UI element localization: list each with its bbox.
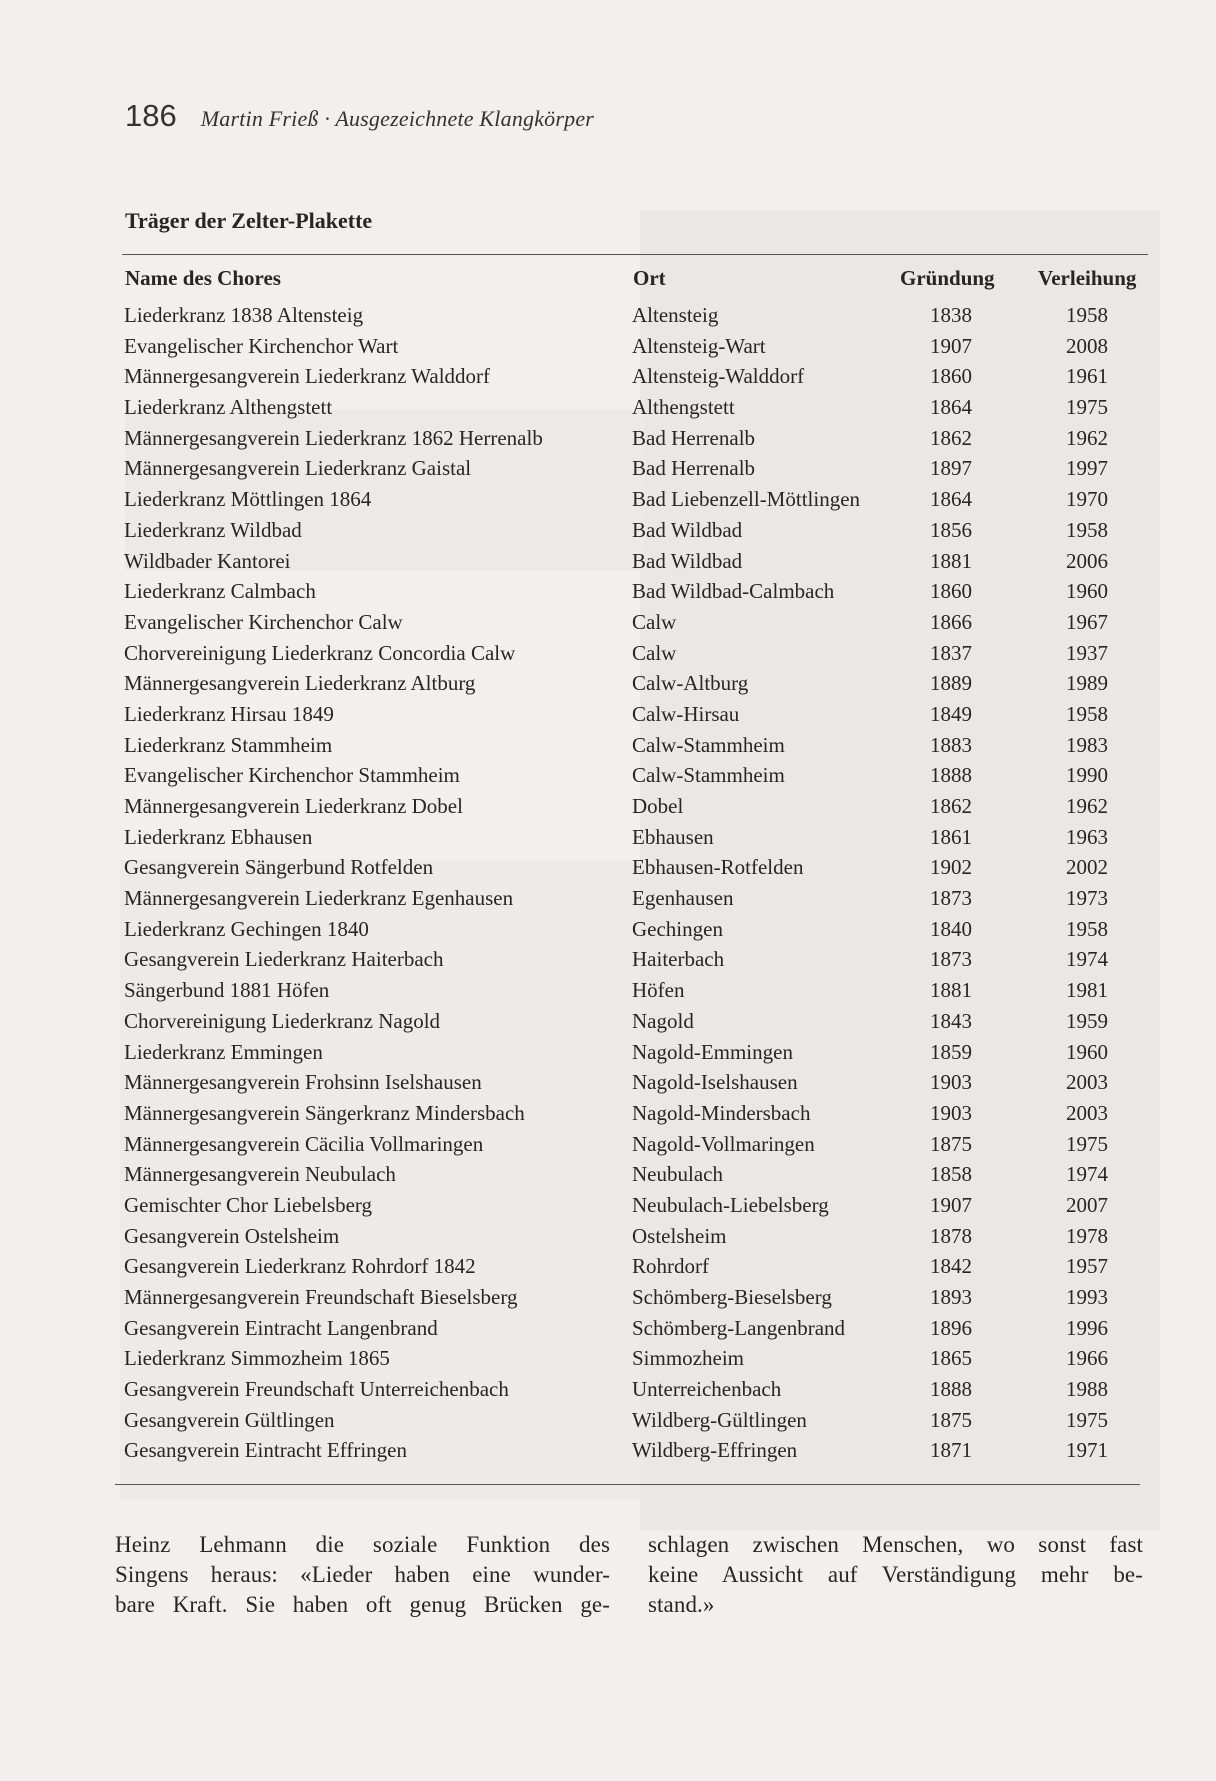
cell-ort: Bad Liebenzell-Möttlingen <box>632 487 861 512</box>
table-row <box>0 886 1216 917</box>
cell-ort: Althengstett <box>632 395 735 420</box>
column-header-gruendung: Gründung <box>900 266 995 290</box>
cell-choir-name: Männergesangverein Liederkranz Dobel <box>124 794 463 818</box>
table-row <box>0 1316 1216 1347</box>
cell-verleihung: 2006 <box>1066 548 1108 573</box>
cell-verleihung: 1960 <box>1066 579 1108 604</box>
table-row <box>0 641 1216 672</box>
cell-verleihung: 1975 <box>1066 395 1108 420</box>
table-row <box>0 1285 1216 1316</box>
cell-choir-name: Männergesangverein Sängerkranz Mindersbach <box>124 1100 525 1125</box>
page-number: 186 <box>125 98 177 133</box>
cell-ort: Nagold-Vollmaringen <box>632 1131 815 1156</box>
cell-ort: Schömberg-Langenbrand <box>632 1315 846 1340</box>
cell-ort: Wildberg-Effringen <box>632 1438 798 1463</box>
cell-verleihung: 1958 <box>1066 303 1108 327</box>
cell-gruendung: 1838 <box>930 303 972 327</box>
cell-gruendung: 1881 <box>930 978 972 1003</box>
table-row <box>0 487 1216 518</box>
table-row <box>0 1408 1216 1439</box>
cell-verleihung: 1993 <box>1066 1285 1108 1309</box>
body-line: Singens heraus: «Lieder haben eine wunder- <box>115 1562 610 1587</box>
cell-verleihung: 1962 <box>1066 794 1108 818</box>
table-row <box>0 456 1216 487</box>
cell-verleihung: 2003 <box>1066 1100 1108 1125</box>
table-row <box>0 978 1216 1009</box>
cell-gruendung: 1873 <box>930 947 972 972</box>
table-row <box>0 855 1216 886</box>
cell-ort: Egenhausen <box>632 886 734 911</box>
cell-choir-name: Liederkranz Althengstett <box>124 395 333 420</box>
cell-gruendung: 1849 <box>930 701 972 726</box>
cell-choir-name: Männergesangverein Liederkranz Walddorf <box>124 364 491 389</box>
cell-choir-name: Liederkranz Calmbach <box>124 579 316 604</box>
cell-gruendung: 1860 <box>930 364 972 389</box>
cell-choir-name: Liederkranz Gechingen 1840 <box>124 916 369 941</box>
cell-choir-name: Sängerbund 1881 Höfen <box>124 978 330 1003</box>
cell-choir-name: Männergesangverein Neubulach <box>124 1162 396 1187</box>
cell-choir-name: Männergesangverein Liederkranz Gaistal <box>124 456 472 481</box>
cell-ort: Bad Herrenalb <box>632 425 756 450</box>
cell-choir-name: Männergesangverein Freundschaft Bieselsberg <box>124 1285 518 1309</box>
cell-verleihung: 2007 <box>1066 1192 1108 1217</box>
table-row <box>0 1101 1216 1132</box>
cell-choir-name: Gesangverein Sängerbund Rotfelden <box>124 855 434 880</box>
cell-choir-name: Männergesangverein Frohsinn Iselshausen <box>124 1070 482 1095</box>
page-header <box>125 98 594 134</box>
cell-gruendung: 1862 <box>930 794 972 818</box>
table-row <box>0 334 1216 365</box>
cell-ort: Calw-Stammheim <box>632 763 785 788</box>
cell-choir-name: Gesangverein Gültlingen <box>124 1407 335 1432</box>
cell-ort: Nagold-Mindersbach <box>632 1100 811 1125</box>
cell-ort: Dobel <box>632 794 684 818</box>
cell-choir-name: Liederkranz Emmingen <box>124 1039 323 1064</box>
cell-choir-name: Männergesangverein Liederkranz Altburg <box>124 671 476 696</box>
table-row <box>0 1438 1216 1469</box>
cell-ort: Haiterbach <box>632 947 725 972</box>
cell-gruendung: 1907 <box>930 1192 972 1217</box>
table-row <box>0 1162 1216 1193</box>
cell-choir-name: Männergesangverein Liederkranz Egenhausen <box>124 886 514 911</box>
cell-verleihung: 1990 <box>1066 763 1108 788</box>
table-row <box>0 1009 1216 1040</box>
cell-ort: Calw <box>632 609 677 634</box>
table-row <box>0 671 1216 702</box>
table-row <box>0 1224 1216 1255</box>
table-row <box>0 579 1216 610</box>
cell-choir-name: Evangelischer Kirchenchor Stammheim <box>124 763 460 788</box>
body-text-left-column <box>115 1530 610 1620</box>
cell-verleihung: 1966 <box>1066 1346 1108 1371</box>
cell-choir-name: Gemischter Chor Liebelsberg <box>124 1192 373 1217</box>
running-head: Martin Frieß · Ausgezeichnete Klangkörper <box>200 106 595 131</box>
cell-gruendung: 1862 <box>930 425 972 450</box>
cell-ort: Nagold <box>632 1008 694 1033</box>
cell-choir-name: Männergesangverein Liederkranz 1862 Herrenalb <box>124 425 543 450</box>
column-header-name: Name des Chores <box>125 266 281 290</box>
cell-choir-name: Evangelischer Kirchenchor Wart <box>124 333 399 358</box>
cell-gruendung: 1888 <box>930 1377 972 1402</box>
table-row <box>0 364 1216 395</box>
cell-ort: Bad Wildbad-Calmbach <box>632 579 835 604</box>
cell-choir-name: Chorvereinigung Liederkranz Concordia Calw <box>124 640 516 665</box>
column-header-verleihung: Verleihung <box>1038 266 1137 290</box>
cell-verleihung: 1963 <box>1066 824 1108 849</box>
cell-choir-name: Gesangverein Ostelsheim <box>124 1223 340 1248</box>
cell-ort: Ebhausen-Rotfelden <box>632 855 804 880</box>
cell-gruendung: 1878 <box>930 1223 972 1248</box>
cell-gruendung: 1888 <box>930 763 972 788</box>
cell-gruendung: 1864 <box>930 395 972 420</box>
cell-verleihung: 2008 <box>1066 333 1108 358</box>
cell-verleihung: 1989 <box>1066 671 1108 696</box>
cell-verleihung: 1997 <box>1066 456 1108 481</box>
cell-choir-name: Gesangverein Freundschaft Unterreichenbach <box>124 1377 509 1402</box>
cell-ort: Schömberg-Bieselsberg <box>632 1285 832 1309</box>
cell-gruendung: 1840 <box>930 916 972 941</box>
table-row <box>0 610 1216 641</box>
cell-verleihung: 1957 <box>1066 1254 1108 1279</box>
cell-choir-name: Liederkranz Wildbad <box>124 517 302 542</box>
table-row <box>0 518 1216 549</box>
cell-ort: Simmozheim <box>632 1346 744 1371</box>
cell-gruendung: 1881 <box>930 548 972 573</box>
cell-gruendung: 1865 <box>930 1346 972 1371</box>
table-top-rule <box>122 254 1148 255</box>
cell-ort: Unterreichenbach <box>632 1377 782 1402</box>
cell-verleihung: 1958 <box>1066 916 1108 941</box>
cell-verleihung: 1975 <box>1066 1131 1108 1156</box>
cell-verleihung: 1974 <box>1066 947 1108 972</box>
cell-gruendung: 1902 <box>930 855 972 880</box>
cell-gruendung: 1896 <box>930 1315 972 1340</box>
cell-gruendung: 1871 <box>930 1438 972 1463</box>
body-line: schlagen zwischen Menschen, wo sonst fast <box>648 1532 1143 1557</box>
table-row <box>0 825 1216 856</box>
cell-gruendung: 1837 <box>930 640 972 665</box>
cell-verleihung: 1978 <box>1066 1223 1108 1248</box>
body-text-right-column <box>648 1530 1143 1620</box>
cell-ort: Bad Wildbad <box>632 517 743 542</box>
table-row <box>0 1132 1216 1163</box>
cell-choir-name: Chorvereinigung Liederkranz Nagold <box>124 1008 441 1033</box>
body-line: bare Kraft. Sie haben oft genug Brücken ge- <box>115 1592 610 1617</box>
table-row <box>0 1193 1216 1224</box>
cell-gruendung: 1859 <box>930 1039 972 1064</box>
table-bottom-rule <box>115 1484 1140 1485</box>
column-header-ort: Ort <box>633 266 666 290</box>
cell-gruendung: 1858 <box>930 1162 972 1187</box>
cell-gruendung: 1897 <box>930 456 972 481</box>
table-row <box>0 947 1216 978</box>
cell-verleihung: 1981 <box>1066 978 1108 1003</box>
cell-gruendung: 1842 <box>930 1254 972 1279</box>
cell-choir-name: Gesangverein Liederkranz Rohrdorf 1842 <box>124 1254 476 1279</box>
table-row <box>0 794 1216 825</box>
table-row <box>0 549 1216 580</box>
cell-verleihung: 1960 <box>1066 1039 1108 1064</box>
cell-gruendung: 1873 <box>930 886 972 911</box>
cell-gruendung: 1875 <box>930 1407 972 1432</box>
table-row <box>0 763 1216 794</box>
cell-verleihung: 1988 <box>1066 1377 1108 1402</box>
cell-ort: Neubulach-Liebelsberg <box>632 1192 829 1217</box>
table-row <box>0 395 1216 426</box>
table-row <box>0 917 1216 948</box>
cell-verleihung: 1958 <box>1066 517 1108 542</box>
cell-ort: Calw <box>632 640 677 665</box>
cell-verleihung: 1962 <box>1066 425 1108 450</box>
cell-verleihung: 1974 <box>1066 1162 1108 1187</box>
cell-choir-name: Liederkranz Stammheim <box>124 732 333 757</box>
cell-ort: Wildberg-Gültlingen <box>632 1407 807 1432</box>
table-body <box>0 303 1216 1469</box>
cell-ort: Altensteig <box>632 303 719 327</box>
cell-ort: Nagold-Iselshausen <box>632 1070 798 1095</box>
cell-verleihung: 1959 <box>1066 1008 1108 1033</box>
cell-ort: Höfen <box>632 978 685 1003</box>
body-line: Heinz Lehmann die soziale Funktion des <box>115 1532 610 1557</box>
cell-choir-name: Gesangverein Eintracht Effringen <box>124 1438 407 1463</box>
cell-choir-name: Liederkranz 1838 Altensteig <box>124 303 364 327</box>
cell-ort: Nagold-Emmingen <box>632 1039 793 1064</box>
cell-gruendung: 1903 <box>930 1100 972 1125</box>
cell-ort: Calw-Hirsau <box>632 701 740 726</box>
cell-ort: Calw-Stammheim <box>632 732 785 757</box>
cell-ort: Altensteig-Wart <box>632 333 766 358</box>
cell-verleihung: 1971 <box>1066 1438 1108 1463</box>
table-row <box>0 1040 1216 1071</box>
cell-gruendung: 1907 <box>930 333 972 358</box>
table-row <box>0 1377 1216 1408</box>
table-row <box>0 1346 1216 1377</box>
cell-choir-name: Gesangverein Liederkranz Haiterbach <box>124 947 444 972</box>
table-row <box>0 702 1216 733</box>
table-row <box>0 733 1216 764</box>
cell-gruendung: 1875 <box>930 1131 972 1156</box>
cell-gruendung: 1889 <box>930 671 972 696</box>
body-line: keine Aussicht auf Verständigung mehr be- <box>648 1562 1143 1587</box>
cell-gruendung: 1903 <box>930 1070 972 1095</box>
cell-ort: Gechingen <box>632 916 723 941</box>
cell-ort: Bad Wildbad <box>632 548 743 573</box>
cell-ort: Bad Herrenalb <box>632 456 756 481</box>
cell-choir-name: Liederkranz Simmozheim 1865 <box>124 1346 390 1371</box>
cell-gruendung: 1893 <box>930 1285 972 1309</box>
cell-choir-name: Liederkranz Hirsau 1849 <box>124 701 334 726</box>
cell-choir-name: Liederkranz Ebhausen <box>124 824 313 849</box>
cell-choir-name: Evangelischer Kirchenchor Calw <box>124 609 403 634</box>
cell-gruendung: 1856 <box>930 517 972 542</box>
cell-verleihung: 1970 <box>1066 487 1108 512</box>
cell-gruendung: 1866 <box>930 609 972 634</box>
cell-verleihung: 1975 <box>1066 1407 1108 1432</box>
cell-verleihung: 1958 <box>1066 701 1108 726</box>
cell-gruendung: 1883 <box>930 732 972 757</box>
cell-verleihung: 1983 <box>1066 732 1108 757</box>
cell-gruendung: 1843 <box>930 1008 972 1033</box>
cell-choir-name: Gesangverein Eintracht Langenbrand <box>124 1315 438 1340</box>
body-line: stand.» <box>648 1592 715 1617</box>
cell-ort: Rohrdorf <box>632 1254 709 1279</box>
table-row <box>0 303 1216 334</box>
cell-verleihung: 1961 <box>1066 364 1108 389</box>
cell-choir-name: Männergesangverein Cäcilia Vollmaringen <box>124 1131 484 1156</box>
cell-verleihung: 1973 <box>1066 886 1108 911</box>
cell-choir-name: Liederkranz Möttlingen 1864 <box>124 487 372 512</box>
table-title: Träger der Zelter-Plakette <box>125 208 373 233</box>
cell-gruendung: 1860 <box>930 579 972 604</box>
cell-ort: Altensteig-Walddorf <box>632 364 805 389</box>
cell-verleihung: 2003 <box>1066 1070 1108 1095</box>
cell-verleihung: 1937 <box>1066 640 1108 665</box>
cell-ort: Calw-Altburg <box>632 671 749 696</box>
cell-gruendung: 1864 <box>930 487 972 512</box>
cell-verleihung: 2002 <box>1066 855 1108 880</box>
cell-ort: Ostelsheim <box>632 1223 727 1248</box>
table-row <box>0 1254 1216 1285</box>
cell-ort: Neubulach <box>632 1162 723 1187</box>
cell-ort: Ebhausen <box>632 824 714 849</box>
cell-verleihung: 1967 <box>1066 609 1108 634</box>
cell-verleihung: 1996 <box>1066 1315 1108 1340</box>
table-row <box>0 426 1216 457</box>
cell-choir-name: Wildbader Kantorei <box>124 548 291 573</box>
cell-gruendung: 1861 <box>930 824 972 849</box>
table-row <box>0 1070 1216 1101</box>
